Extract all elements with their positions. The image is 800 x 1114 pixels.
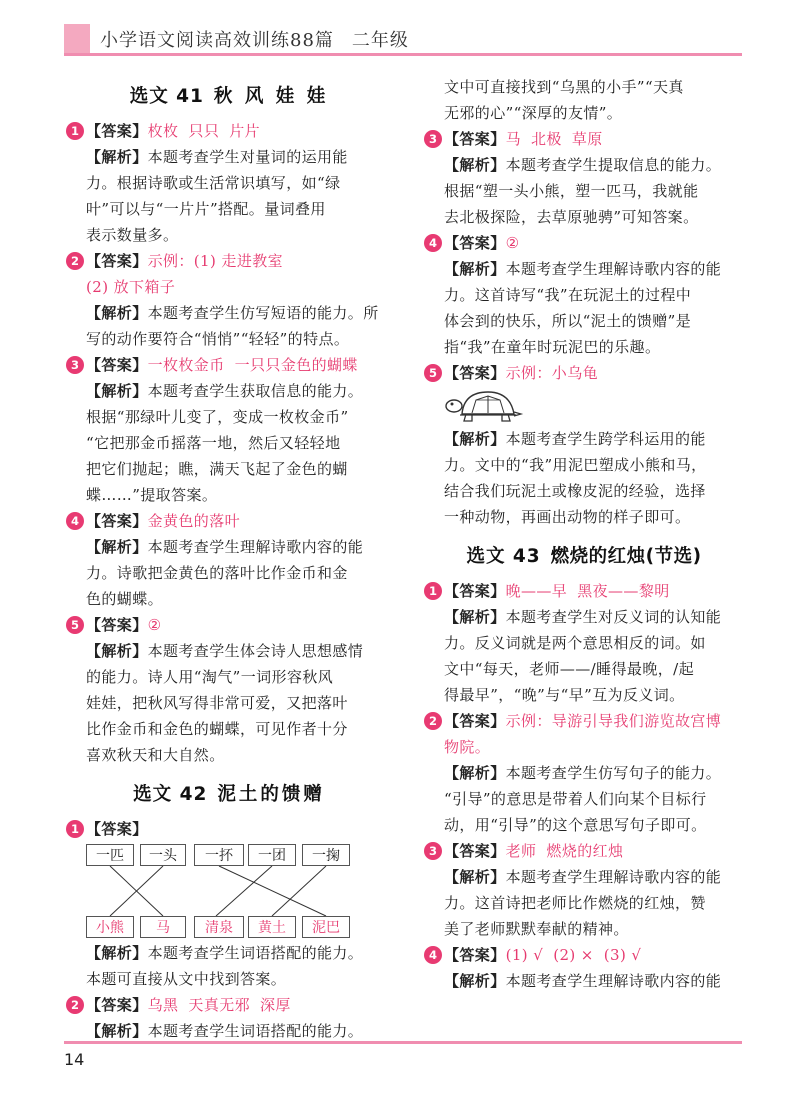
footer-rule (64, 1041, 742, 1044)
match-top-4: 一团 (248, 844, 296, 866)
question-number-badge: 3 (66, 356, 84, 374)
question-number-badge: 1 (66, 820, 84, 838)
turtle-icon (444, 386, 524, 426)
s43-q3: 3 【答案】老师 燃烧的红烛 【解析】本题考查学生理解诗歌内容的能 力。这首诗把老师比作燃烧的红烛，赞 美了老师默默奉献的精神。 (424, 838, 744, 942)
question-number-badge: 4 (424, 234, 442, 252)
match-bottom-5: 泥巴 (302, 916, 350, 938)
question-number-badge: 5 (424, 364, 442, 382)
s43-q4: 4 【答案】(1) √ (2) × (3) √ 【解析】本题考查学生理解诗歌内容的能 (424, 942, 744, 994)
s41-q4: 4 【答案】金黄色的落叶 【解析】本题考查学生理解诗歌内容的能 力。诗歌把金黄色的落叶比作金币和金 色的蝴蝶。 (66, 508, 392, 612)
s43-q2: 2 【答案】示例：导游引导我们游览故宫博 物院。 【解析】本题考查学生仿写句子的能力。 “引导”的意思是带着人们向某个目标行 动，用“引导”的这个意思写句子即可。 (424, 708, 744, 838)
question-number-badge: 2 (424, 712, 442, 730)
question-number-badge: 4 (66, 512, 84, 530)
s41-q2: 2 【答案】示例：(1) 走进教室 (2) 放下箱子 【解析】本题考查学生仿写短语的能力。所 写的动作要符合“悄悄”“轻轻”的特点。 (66, 248, 392, 352)
match-bottom-3: 清泉 (194, 916, 244, 938)
match-bottom-4: 黄土 (248, 916, 296, 938)
question-number-badge: 1 (66, 122, 84, 140)
match-top-2: 一头 (140, 844, 186, 866)
s42-q1: 1 【答案】 一匹 一头 一抔 一团 一掬 小熊 马 清泉 黄土 泥巴 【解析】本题考查学生词语搭配的能力。 本题可直接从文中找到答案。 (66, 816, 392, 992)
header-title (100, 26, 409, 52)
s43-q1: 1 【答案】晚——早 黑夜——黎明 【解析】本题考查学生对反义词的认知能 力。反义词就是两个意思相反的词。如 文中“每天，老师——/睡得最晚，/起 得最早”，“晚”与“早”互为反义词。 (424, 578, 744, 708)
section-title-41: 选文 41 秋 风 娃 娃 (129, 86, 329, 107)
grade-label: 二年级 (351, 30, 409, 51)
s42-q3: 3 【答案】马 北极 草原 【解析】本题考查学生提取信息的能力。 根据“塑一头小熊，塑一匹马，我就能 去北极探险，去草原驰骋”可知答案。 (424, 126, 744, 230)
section-title-43: 选文 43 燃烧的红烛(节选) (466, 546, 702, 567)
right-column: 文中可直接找到“乌黑的小手”“天真 无邪的心”“深厚的友情”。 3 【答案】马 北极 草原 【解析】本题考查学生提取信息的能力。 根据“塑一头小熊，塑一匹马，我就能 去北极探险，去草原驰骋”可知答案。 4 【答案】② 【解析】本题考查学生理解诗歌内容的能 力。这首诗写“我”在玩泥土的过程中 体会到的快乐，所以“泥土的馈赠”是 指“我”在童年时玩泥巴的乐趣。 5 【答案】示例：小乌龟 【解析】本题考查学生跨学科运用的能 力。文中的“我”用泥巴塑成小熊和马， 结合我们玩泥土或橡皮泥的经验，选择 一种动物，再画出动物的样子即可。 选文 43 燃烧的红烛(节选) 1 【答案】晚——早 黑夜——黎明 【解析】本题考查学生对反义词的认知能 力。反义词就是两个意思相反的词。如 文中“每天，老师——/睡得最晚，/起 得最早”，“晚”与“早”互为反义词。 2 【答案】示例：导游引导我们游览故宫博 物院。 【解析】本题考查学生仿写句子的能力。 “引导”的意思是带着人们向某个目标行 动，用“引导”的这个意思写句子即可。 3 【答案】老师 燃烧的红烛 【解析】本题考查学生理解诗歌内容的能 力。这首诗把老师比作燃烧的红烛，赞 美了老师默默奉献的精神。 4 【答案】(1) √ (2) × (3) √ 【解析】本题考查学生理解诗歌内容的能 (424, 70, 744, 994)
match-top-1: 一匹 (86, 844, 134, 866)
match-bottom-2: 马 (140, 916, 186, 938)
question-number-badge: 2 (66, 996, 84, 1014)
continued-text: 文中可直接找到“乌黑的小手”“天真 (444, 78, 684, 96)
s41-q1: 1 【答案】枚枚 只只 片片 【解析】本题考查学生对量词的运用能 力。根据诗歌或生活常识填写，如“绿 叶”可以与“一片片”搭配。量词叠用 表示数量多。 (66, 118, 392, 248)
question-number-badge: 4 (424, 946, 442, 964)
question-number-badge: 3 (424, 842, 442, 860)
section-title-42: 选文 42 泥土的馈赠 (133, 784, 325, 805)
question-number-badge: 2 (66, 252, 84, 270)
answer-text: 枚枚 只只 片片 (147, 122, 261, 140)
header-rule (64, 53, 742, 56)
page-number: 14 (64, 1050, 85, 1069)
turtle-drawing (444, 386, 744, 426)
s41-q3: 3 【答案】一枚枚金币 一只只金色的蝴蝶 【解析】本题考查学生获取信息的能力。 根据“那绿叶儿变了，变成一枚枚金币” “它把那金币摇落一地，然后又轻轻地 把它们抛起；瞧，满天飞起了金色的蝴 蝶……”提取答案。 (66, 352, 392, 508)
left-column (66, 70, 392, 1044)
header-accent-block (64, 24, 90, 54)
s42-q2: 2 【答案】乌黑 天真无邪 深厚 【解析】本题考查学生词语搭配的能力。 (66, 992, 392, 1044)
match-top-3: 一抔 (194, 844, 244, 866)
match-top-5: 一掬 (302, 844, 350, 866)
match-bottom-1: 小熊 (86, 916, 134, 938)
question-number-badge: 5 (66, 616, 84, 634)
s41-q5: 5 【答案】② 【解析】本题考查学生体会诗人思想感情 的能力。诗人用“淘气”一词形容秋风 娃娃，把秋风写得非常可爱，又把落叶 比作金币和金色的蝴蝶，可见作者十分 喜欢秋天和大自然。 (66, 612, 392, 768)
question-number-badge: 3 (424, 130, 442, 148)
question-number-badge: 1 (424, 582, 442, 600)
matching-diagram (86, 844, 392, 940)
s42-q5: 5 【答案】示例：小乌龟 【解析】本题考查学生跨学科运用的能 力。文中的“我”用泥巴塑成小熊和马， 结合我们玩泥土或橡皮泥的经验，选择 一种动物，再画出动物的样子即可。 (424, 360, 744, 530)
book-title: 小学语文阅读高效训练88篇 (100, 30, 334, 51)
s42-q4: 4 【答案】② 【解析】本题考查学生理解诗歌内容的能 力。这首诗写“我”在玩泥土的过程中 体会到的快乐，所以“泥土的馈赠”是 指“我”在童年时玩泥巴的乐趣。 (424, 230, 744, 360)
